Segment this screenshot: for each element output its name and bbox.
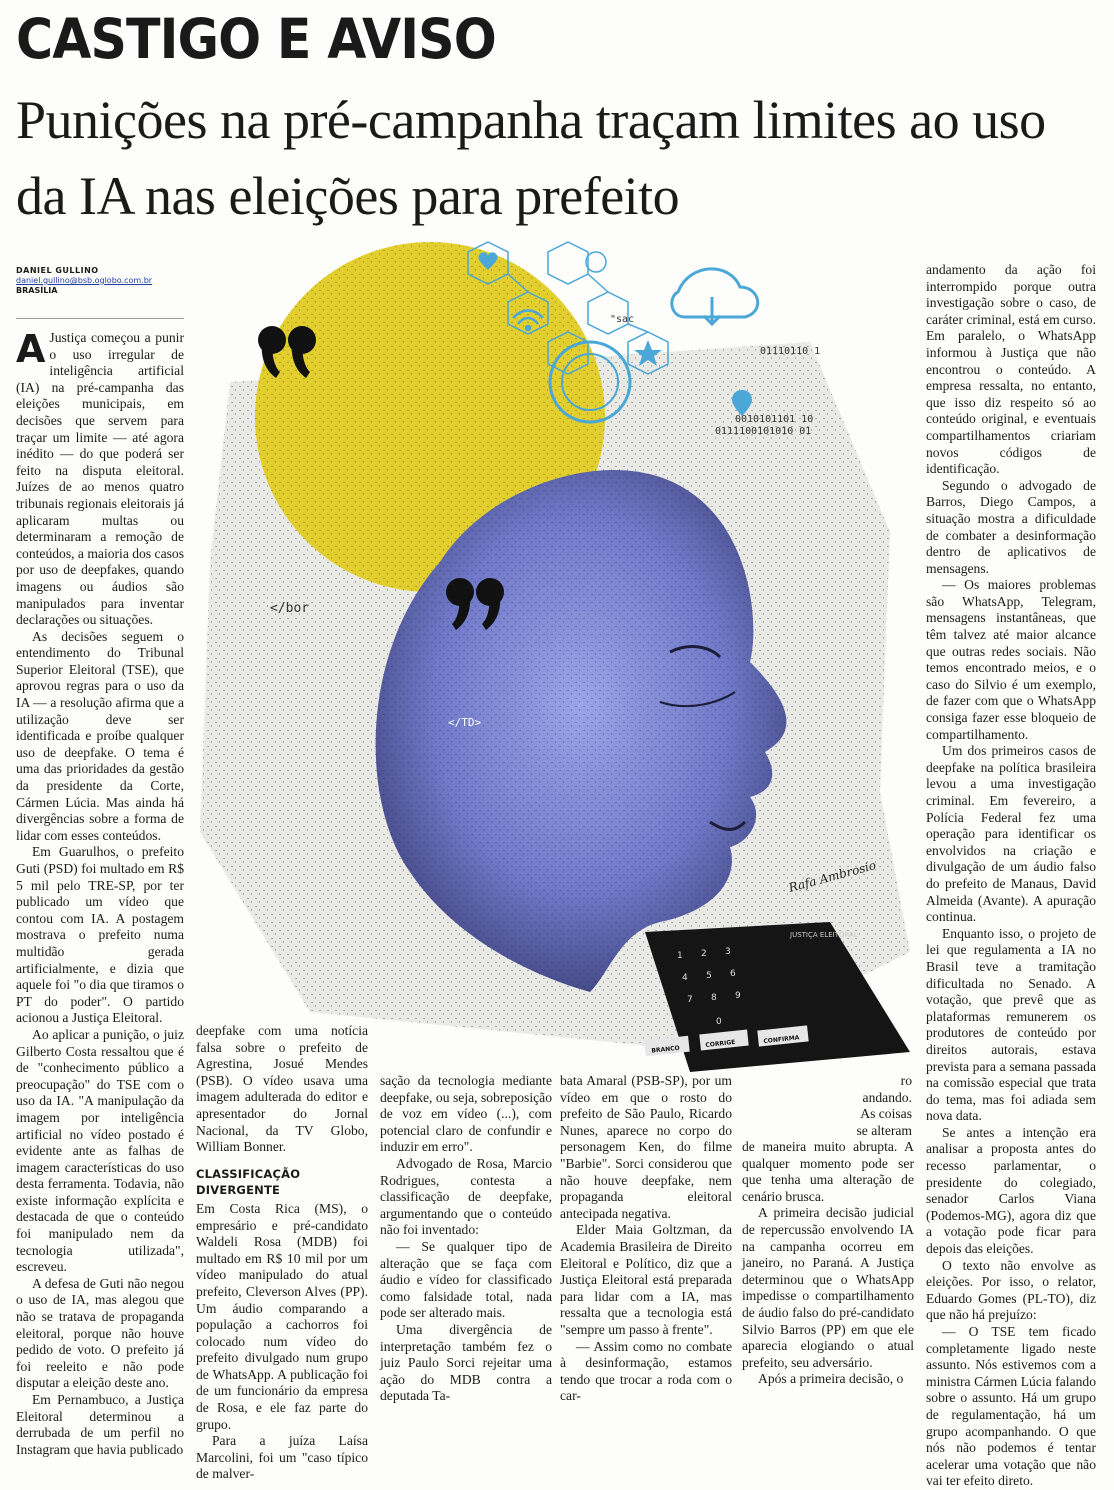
paragraph: sação da tecnologia mediante deepfake, ou seja, sobreposição de voz em vídeo (...), com potencial claro de confundir e induzir em erro". <box>380 1073 552 1155</box>
author-name: DANIEL GULLINO <box>16 266 99 275</box>
byline <box>16 266 152 296</box>
drop-cap: A <box>16 327 46 371</box>
code-fragment-2: </TD> <box>448 716 482 729</box>
article-column-6 <box>926 262 1096 1490</box>
headline: Punições na pré-campanha traçam limites ao uso da IA nas eleições para prefeito <box>16 90 1046 226</box>
paragraph: A defesa de Guti não negou o uso de IA, mas alegou que não se tratava de propaganda eleitoral, porque não houve pedido de voto. O prefeito já foi reeleito e não pode disputar a eleição deste ano. <box>16 1275 184 1391</box>
ballot-button-confirma: CONFIRMA <box>763 1034 800 1046</box>
paragraph: Justiça começou a punir o uso irregular de inteligência artificial (IA) na pré-campanha das eleições municipais, em decisões que servem para traçar um limite — até agora inédito — do que poderá ser feito na disputa eleitoral. Juízes de ao menos quatro tribunais regionais eleitorais já aplicaram multas ou determinaram a remoção de conteúdos, a maioria dos casos por uso de deepfakes, quando imagens ou áudios são manipulados para inventar declarações ou situações. <box>16 330 184 628</box>
article-column-5-top <box>852 1073 912 1139</box>
kicker: CASTIGO E AVISO <box>16 7 496 71</box>
binary-fragment-1: 01110110 1 <box>760 346 821 357</box>
paragraph: bata Amaral (PSB-SP), por um vídeo em que o rosto do prefeito de São Paulo, Ricardo Nunes, aparece no corpo do personagem Ken, do filme "Barbie". Sorci considerou que não houve deepfake, nem propaganda eleitoral antecipada negativa. <box>560 1073 732 1221</box>
paragraph: As decisões seguem o entendimento do Tribunal Superior Eleitoral (TSE), que aprovou regras para o uso da IA — a resolução afirma que a utilização deve ser identificada e proíbe qualquer uso de deepfake. O tema é uma das prioridades da gestão da presidente da Corte, Cármen Lúcia. Mas ainda há divergências sobre a forma de lidar com esses conteúdos. <box>16 628 184 843</box>
article-column-1 <box>16 327 184 1458</box>
paragraph: O texto não envolve as eleições. Por isso, o relator, Eduardo Gomes (PL-TO), diz que não há prejuízo: <box>926 1257 1096 1323</box>
paragraph: Advogado de Rosa, Marcio Rodrigues, contesta a classificação de deepfake, argumentando que o conteúdo não foi inventado: <box>380 1155 552 1238</box>
ballot-label: JUSTIÇA ELEITORAL <box>790 931 858 939</box>
article-column-2 <box>196 1023 368 1483</box>
article-column-3 <box>380 1073 552 1405</box>
author-email-link[interactable]: daniel.gullino@bsb.oglobo.com.br <box>16 276 153 285</box>
ballot-key-7: 7 <box>687 995 693 1005</box>
paragraph: Uma divergência de interpretação também fez o juiz Paulo Sorci rejeitar uma ação do MDB contra a deputada Ta- <box>380 1321 552 1404</box>
paragraph: Se antes a intenção era analisar a proposta antes do recesso parlamentar, o presidente do colegiado, senador Carlos Viana (Podemos-MG), agora diz que a votação pode ficar para depois das eleições. <box>926 1124 1096 1257</box>
paragraph: andamento da ação foi interrompido porque outra investigação sobre o caso, de caráter criminal, está em curso. Em paralelo, o WhatsApp informou à Justiça que não encontrou o conteúdo. A empresa ressalta, no entanto, que isso diz respeito só ao conteúdo original, e eventuais compartilhamentos criariam novos códigos de identificação. <box>926 262 1096 477</box>
paragraph: Um dos primeiros casos de deepfake na política brasileira levou a uma investigação criminal. Em fevereiro, a Polícia Federal fez uma operação para identificar os envolvidos na criação e divulgação de um áudio falso do prefeito de Manaus, David Almeida (Avante). A apuração continua. <box>926 743 1096 925</box>
paragraph: Segundo o advogado de Barros, Diego Campos, a situação mostra a dificuldade de combater a desinformação dentro de aplicativos de mensagens. <box>926 477 1096 576</box>
paragraph: — Os maiores problemas são WhatsApp, Telegram, mensagens instantâneas, que têm talvez até maior alcance que outras redes sociais. Não temos encontrado meios, e o caso do Silvio é um exemplo, de fazer com que o WhatsApp consiga fazer esse bloqueio de compartilhamento. <box>926 577 1096 742</box>
paragraph: deepfake com uma notícia falsa sobre o prefeito de Agrestina, Josué Mendes (PSB). O vídeo usava uma imagem adulterada do editor e apresentador do Jornal Nacional, da TV Globo, William Bonner. <box>196 1023 368 1155</box>
section-subhead: CLASSIFICAÇÃO DIVERGENTE <box>196 1166 301 1198</box>
article-column-4 <box>560 1073 732 1405</box>
ballot-key-8: 8 <box>711 993 717 1003</box>
paragraph: Em Guarulhos, o prefeito Guti (PSD) foi multado em R$ 5 mil pelo TRE-SP, por ter publicado um vídeo que contou com IA. A postagem mostrava o prefeito numa multidão gerada artificialmente, e dizia que aquele foi "o dia que tiramos o PT do poder". O partido acionou a Justiça Eleitoral. <box>16 844 184 1026</box>
paragraph: Em Costa Rica (MS), o empresário e pré-candidato Waldeli Rosa (MDB) foi multado em R$ 10 mil por um vídeo manipulado do atual prefeito, Cleverson Alves (PP). Um áudio comparando a população a cachorros foi colocado num vídeo do prefeito divulgado num grupo de WhatsApp. A publicação foi de um funcionário da empresa de Rosa, e ele faz parte do grupo. <box>196 1200 368 1432</box>
byline-divider <box>16 318 184 319</box>
paragraph: A primeira decisão judicial de repercussão envolvendo IA na campanha ocorreu em janeiro, no Paraná. A Justiça determinou que o WhatsApp impedisse o compartilhamento de áudio falso do pré-candidato Silvio Barros (PP) em que ele aparecia elogiando o atual prefeito, seu adversário. <box>742 1205 914 1370</box>
code-fragment-3: "sac <box>610 314 635 325</box>
paragraph: Enquanto isso, o projeto de lei que regulamenta a IA no Brasil teve a tramitação dificultada no Senado. A votação, que prevê que as plataformas remunerem os produtores de conteúdo por direitos autorais, estava prevista para a semana passada na comissão especial que trata do tema, mas foi adiada sem nova data. <box>926 925 1096 1124</box>
paragraph: Em Pernambuco, a Justiça Eleitoral determinou a derrubada de um perfil no Instagram que havia publicado <box>16 1392 184 1457</box>
ballot-key-9: 9 <box>735 991 741 1001</box>
ballot-key-3: 3 <box>725 947 731 957</box>
binary-fragment-2: 0111100101010 01 <box>715 426 812 437</box>
ballot-key-1: 1 <box>677 951 683 961</box>
ballot-key-4: 4 <box>682 973 688 983</box>
ballot-button-corrige: CORRIGE <box>705 1038 736 1049</box>
artist-credit: Rafa Ambrosio <box>787 858 878 895</box>
ballot-key-6: 6 <box>730 969 736 979</box>
paragraph: Para a juíza Laísa Marcolini, foi um "caso típico de malver- <box>196 1433 368 1482</box>
code-fragment-1: </bor <box>270 601 310 616</box>
article-column-5 <box>742 1139 914 1388</box>
paragraph: Elder Maia Goltzman, da Academia Brasileira de Direito Eleitoral e Político, diz que a Justiça Eleitoral está preparada para lidar com a IA, mas ressalta que a tecnologia está "sempre um passo à frente". <box>560 1222 732 1337</box>
binary-fragment-3: 0010101101 10 <box>735 414 814 425</box>
paragraph: Após a primeira decisão, o <box>758 1371 904 1387</box>
paragraph: — Se qualquer tipo de alteração que se faça com áudio e vídeo for classificado como falsidade total, nada pode ser alterado mais. <box>380 1238 552 1321</box>
ballot-key-2: 2 <box>701 949 707 959</box>
paragraph: ro andando. As coisas se alteram <box>856 1073 912 1138</box>
ballot-key-5: 5 <box>706 971 712 981</box>
paragraph: de maneira muito abrupta. A qualquer momento pode ser que tenha uma alteração de cenário brusca. <box>742 1139 914 1204</box>
paragraph: Ao aplicar a punição, o juiz Gilberto Costa ressaltou que é de "conhecimento público a preocupação" do TSE com o uso da IA. "A manipulação da imagem por inteligência artificial no vídeo postado é evidente ante as falhas de imagem características do uso desta ferramenta. Todavia, não existe informação explícita e destacada de que o conteúdo foi manipulado nem da tecnologia utilizada", escreveu. <box>16 1026 184 1275</box>
paragraph: — O TSE tem ficado completamente ligado neste assunto. Nós estivemos com a ministra Cármen Lúcia falando sobre o assunto. Há um grupo de regulamentação, há um grupo acompanhando. O que nós não podemos é tentar acelerar uma votação que não vai ter efeito direto. <box>926 1324 1096 1489</box>
paragraph: — Assim como no combate à desinformação, estamos tendo que trocar a roda com o car- <box>560 1338 732 1404</box>
ballot-key-0: 0 <box>716 1017 722 1027</box>
byline-city: BRASÍLIA <box>16 286 58 295</box>
illustration <box>190 232 912 1072</box>
ballot-button-branco: BRANCO <box>651 1044 681 1055</box>
